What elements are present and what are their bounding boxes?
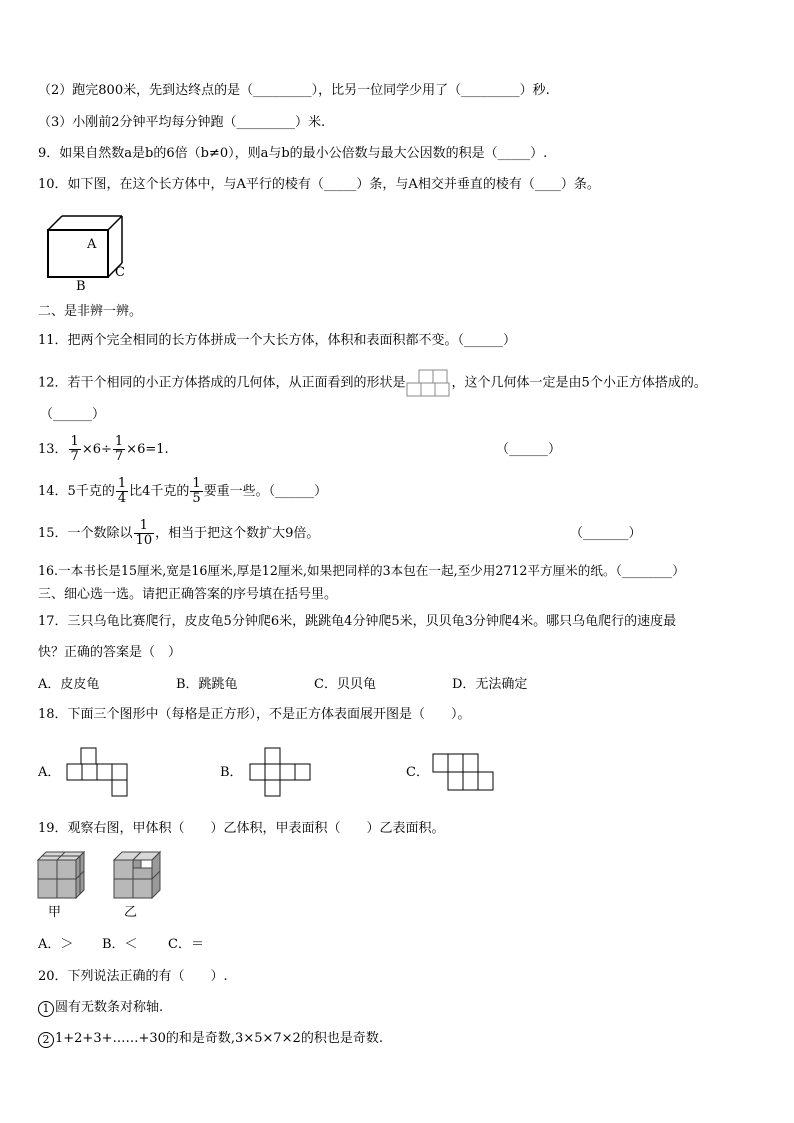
q13-end: ×6=1. [126, 442, 169, 457]
q14-f2-num: 1 [192, 476, 201, 491]
q10-text: 10．如下图，在这个长方体中，与A平行的棱有（_____）条，与A相交并垂直的棱有（____）条。 [38, 177, 600, 192]
q20-item-2-num: 2 [38, 1032, 54, 1048]
q12-blank: （______） [40, 407, 106, 422]
q8-part2: （2）跑完800米，先到达终点的是（_________），比另一位同学少用了（_________）秒. [38, 83, 550, 98]
label-b: B [76, 279, 86, 294]
q13-mid: ×6÷ [81, 442, 112, 457]
q14-f1-den: 4 [117, 491, 127, 506]
q19-option-c: C．＝ [168, 937, 204, 952]
q14-text [38, 475, 327, 509]
q8-part3: （3）小刚前2分钟平均每分钟跑（_________）米. [38, 115, 326, 130]
q14-pre: 14．5千克的 [38, 484, 115, 499]
net-b-figure [248, 746, 312, 802]
q15-end: ，相当于把这个数扩大9倍。 [155, 526, 320, 541]
q12-pre: 12．若干个相同的小正方体搭成的几何体，从正面看到的形状是 [38, 375, 406, 391]
q12-post: ，这个几何体一定是由5个小正方体搭成的。 [451, 375, 707, 391]
label-a: A [87, 237, 97, 252]
q18-label-a: A． [38, 765, 61, 780]
cube-jia-figure [36, 850, 86, 902]
q13-fraction-1 [69, 435, 81, 464]
section-3-heading: 三、细心选一选。请把正确答案的序号填在括号里。 [38, 587, 338, 602]
q20-text: 20．下列说法正确的有（ ）. [38, 969, 228, 984]
q14-mid: 比4千克的 [129, 484, 190, 499]
q14-fraction-2 [190, 477, 202, 506]
section-2-heading: 二、是非辨一辨。 [38, 304, 143, 319]
cube-yi-figure [110, 850, 164, 902]
label-yi: 乙 [124, 905, 138, 920]
q15-fraction [134, 519, 155, 548]
q17-option-a: A．皮皮龟 [38, 677, 100, 692]
q19-option-b: B．＜ [102, 937, 138, 952]
q12-text [38, 368, 707, 398]
q13-blank: （______） [496, 442, 562, 457]
q18-label-b: B． [220, 765, 243, 780]
q15-f-num: 1 [134, 519, 155, 534]
q13-f1-num: 1 [70, 434, 79, 449]
q20-item-2-text: 1+2+3+……+30的和是奇数,3×5×7×2的积也是奇数. [55, 1031, 383, 1046]
q19-text: 19．观察右图，甲体积（ ）乙体积，甲表面积（ ）乙表面积。 [38, 821, 445, 836]
q14-f2-den: 5 [192, 491, 201, 506]
q9-text: 9．如果自然数a是b的6倍（b≠0），则a与b的最小公倍数与最大公因数的积是（_____）. [38, 146, 548, 161]
q20-item-1-text: 圆有无数条对称轴. [55, 1000, 164, 1015]
q15-f-den: 10 [135, 533, 153, 548]
q13-f2-num: 1 [114, 434, 124, 449]
q17-option-b: B．跳跳龟 [176, 677, 238, 692]
q18-text: 18．下面三个图形中（每格是正方形），不是正方体表面展开图是（ ）。 [38, 707, 471, 722]
net-a-figure [66, 746, 130, 800]
q11-text: 11．把两个完全相同的长方体拼成一个大长方体，体积和表面积都不变。（______） [38, 333, 517, 348]
label-c: C [115, 265, 125, 280]
q15-text [38, 517, 319, 551]
q15-pre: 15．一个数除以 [38, 526, 133, 541]
net-c-figure [432, 752, 496, 792]
q13-fraction-2 [113, 435, 125, 464]
q18-label-c: C． [406, 765, 429, 780]
q17-line2: 快？正确的答案是（ ） [38, 645, 182, 660]
q19-option-a: A．＞ [38, 937, 74, 952]
front-view-figure [406, 368, 452, 398]
q13-f1-den: 7 [70, 449, 79, 464]
q14-f1-num: 1 [117, 476, 127, 491]
q20-item-1 [38, 999, 163, 1017]
q20-item-1-num: 1 [38, 1001, 54, 1017]
q17-option-c: C．贝贝龟 [314, 677, 376, 692]
q14-end: 要重一些。（______） [203, 484, 328, 499]
q13-num: 13． [38, 442, 68, 457]
q17-line1: 17．三只乌龟比赛爬行，皮皮龟5分钟爬6米，跳跳龟4分钟爬5米，贝贝龟3分钟爬4米。哪只乌龟爬行的速度最 [38, 614, 677, 629]
q16-text: 16.一本书长是15厘米,宽是16厘米,厚是12厘米,如果把同样的3本包在一起,至少用2712平方厘米的纸。（________） [38, 563, 685, 578]
q13-f2-den: 7 [114, 449, 124, 464]
q17-option-d: D．无法确定 [452, 677, 528, 692]
q13-text [38, 433, 169, 467]
q15-blank: （_______） [570, 526, 642, 541]
q14-fraction-1 [116, 477, 128, 506]
label-jia: 甲 [48, 905, 62, 920]
q20-item-2 [38, 1030, 383, 1048]
